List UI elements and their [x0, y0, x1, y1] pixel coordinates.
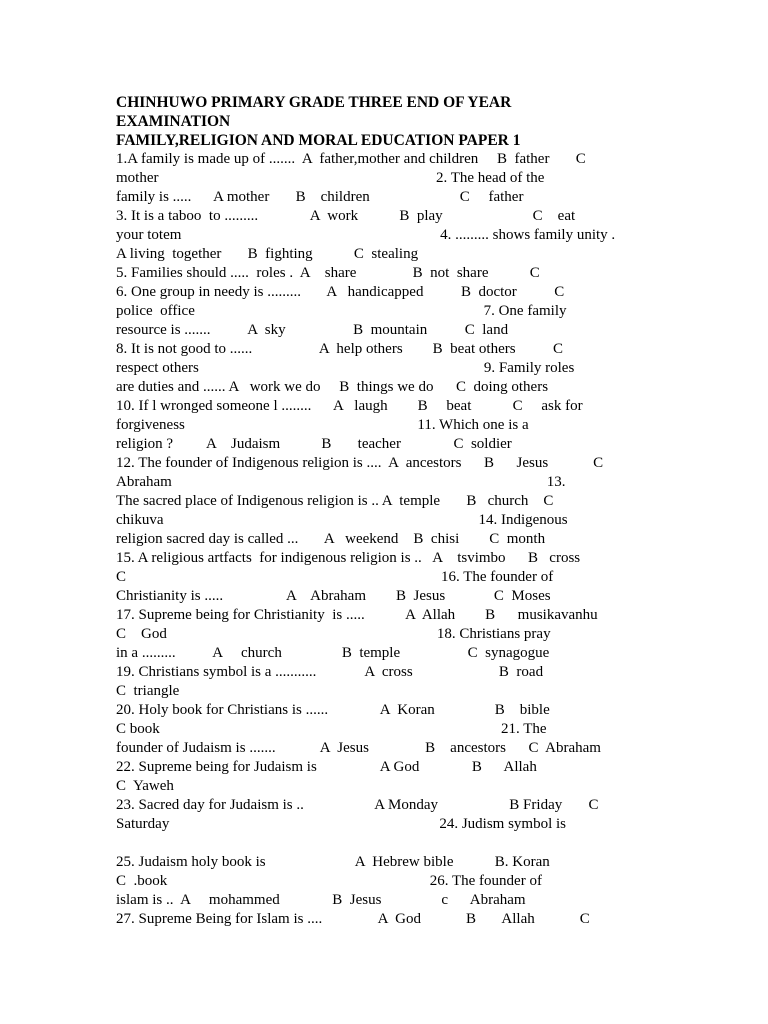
question-line: 12. The founder of Indigenous religion is .... A ancestors B Jesus C [116, 455, 604, 471]
question-line: C 16. The founder of [116, 569, 554, 585]
question-line: C .book 26. The founder of [116, 873, 542, 889]
question-line: C triangle [116, 683, 180, 699]
question-line: C God 18. Christians pray [116, 626, 551, 642]
question-line: are duties and ...... A work we do B things we do C doing others [116, 379, 549, 395]
question-line: 17. Supreme being for Christianity is ..... A Allah B musikavanhu [116, 607, 598, 623]
question-line: 1.A family is made up of ....... A father,mother and children B father C [116, 151, 586, 167]
question-line: 15. A religious artfacts for indigenous religion is .. A tsvimbo B cross [116, 550, 581, 566]
questions-body [116, 150, 652, 929]
exam-title [116, 93, 652, 150]
question-line: your totem 4. ......... shows family unity . [116, 227, 616, 243]
question-line: 23. Sacred day for Judaism is .. A Monday B Friday C [116, 797, 599, 813]
question-line: mother 2. The head of the [116, 170, 545, 186]
blank-line [116, 834, 652, 853]
question-line: C book 21. The [116, 721, 547, 737]
question-line: 3. It is a taboo to ......... A work B play C eat [116, 208, 576, 224]
question-line: 27. Supreme Being for Islam is .... A God B Allah C [116, 911, 590, 927]
question-line: religion ? A Judaism B teacher C soldier [116, 436, 512, 452]
question-line: 5. Families should ..... roles . A share B not share C [116, 265, 540, 281]
title-line: EXAMINATION [116, 113, 231, 130]
exam-page [116, 93, 652, 929]
question-line: islam is .. A mohammed B Jesus c Abraham [116, 892, 526, 908]
question-line: 20. Holy book for Christians is ...... A Koran B bible [116, 702, 550, 718]
question-line: Saturday 24. Judism symbol is [116, 816, 567, 832]
question-line: 10. If l wronged someone l ........ A laugh B beat C ask for [116, 398, 583, 414]
question-line: resource is ....... A sky B mountain C land [116, 322, 509, 338]
question-line: 25. Judaism holy book is A Hebrew bible B. Koran [116, 854, 550, 870]
question-line: 8. It is not good to ...... A help others B beat others C [116, 341, 564, 357]
title-line: CHINHUWO PRIMARY GRADE THREE END OF YEAR [116, 94, 512, 111]
question-line: 6. One group in needy is ......... A handicapped B doctor C [116, 284, 565, 300]
question-line: chikuva 14. Indigenous [116, 512, 568, 528]
question-line: A living together B fighting C stealing [116, 246, 419, 262]
question-line: Christianity is ..... A Abraham B Jesus C Moses [116, 588, 551, 604]
question-line: respect others 9. Family roles [116, 360, 575, 376]
question-line: founder of Judaism is ....... A Jesus B ancestors C Abraham [116, 740, 601, 756]
question-line: Abraham 13. [116, 474, 566, 490]
title-line: FAMILY,RELIGION AND MORAL EDUCATION PAPER 1 [116, 132, 521, 149]
question-line: The sacred place of Indigenous religion is .. A temple B church C [116, 493, 554, 509]
question-line: in a ......... A church B temple C synagogue [116, 645, 550, 661]
question-line: C Yaweh [116, 778, 174, 794]
question-line: police office 7. One family [116, 303, 567, 319]
question-line: family is ..... A mother B children C father [116, 189, 524, 205]
question-line: religion sacred day is called ... A weekend B chisi C month [116, 531, 546, 547]
question-line: 19. Christians symbol is a ........... A cross B road [116, 664, 544, 680]
question-line: 22. Supreme being for Judaism is A God B Allah [116, 759, 537, 775]
question-line: forgiveness 11. Which one is a [116, 417, 529, 433]
